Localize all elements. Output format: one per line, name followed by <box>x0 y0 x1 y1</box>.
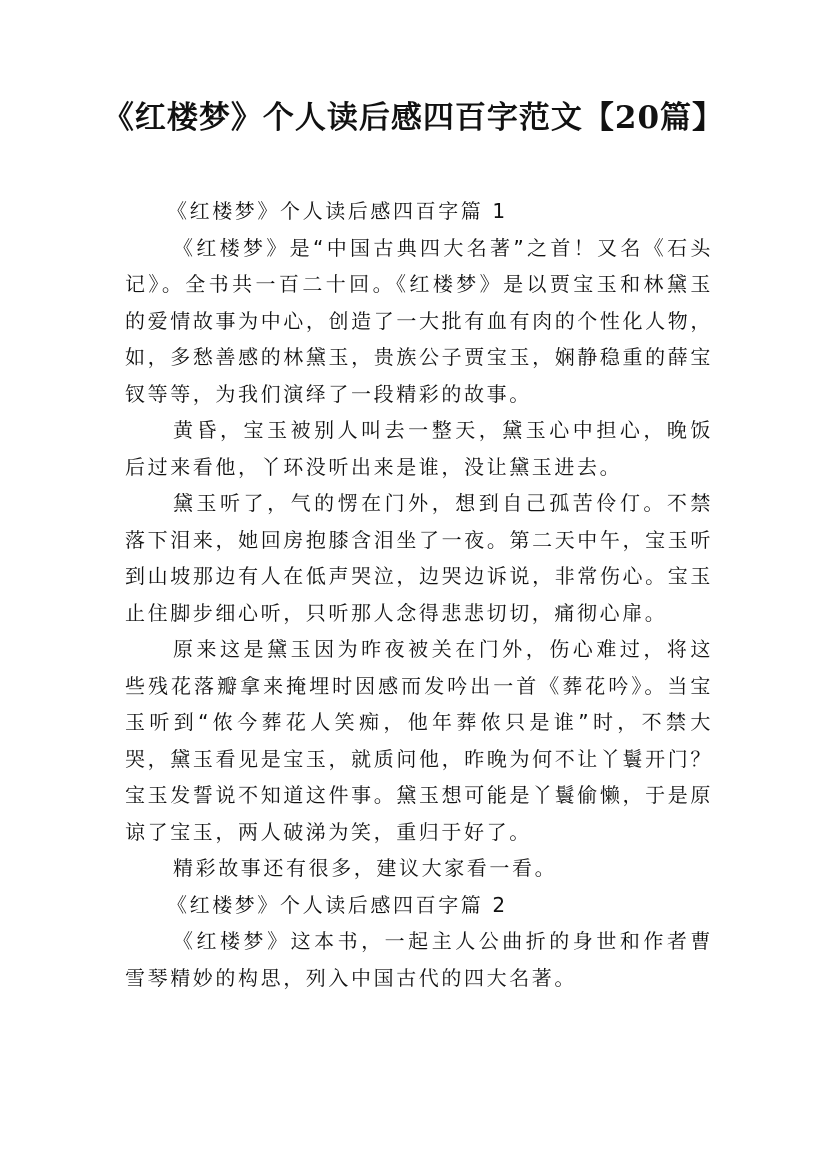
document-body <box>125 193 713 996</box>
paragraph-recommendation: 精彩故事还有很多，建议大家看一看。 <box>173 856 558 880</box>
paragraph-intro: 《红楼梦》是“中国古典四大名著”之首！又名《石头记》。全书共一百二十回。《红楼梦》是以贾宝玉和林黛玉的爱情故事为中心，创造了一大批有血有肉的个性化人物，如，多愁善感的林黛玉，贵族公子贾宝玉，娴静稳重的薛宝钗等等，为我们演绎了一段精彩的故事。 <box>125 235 713 406</box>
document-title: 《红楼梦》个人读后感四百字范文【20篇】 <box>102 100 725 136</box>
section-heading-2: 《红楼梦》个人读后感四百字篇 2 <box>167 892 508 917</box>
paragraph-book-intro: 《红楼梦》这本书，一起主人公曲折的身世和作者曹雪琴精妙的构思，列入中国古代的四大名著。 <box>125 929 713 990</box>
section-heading-1: 《红楼梦》个人读后感四百字篇 1 <box>167 199 508 223</box>
paragraph-daiyu-weeps: 黛玉听了，气的愣在门外，想到自己孤苦伶仃。不禁落下泪来，她回房抱膝含泪坐了一夜。第二天中午，宝玉听到山坡那边有人在低声哭泣，边哭边诉说，非常伤心。宝玉止住脚步细心听，只听那人念得悲悲切切，痛彻心扉。 <box>125 491 713 625</box>
paragraph-burial-poem: 原来这是黛玉因为昨夜被关在门外，伤心难过，将这些残花落瓣拿来掩埋时因感而发吟出一首《葬花吟》。当宝玉听到“侬今葬花人笑痴，他年葬侬只是谁”时，不禁大哭，黛玉看见是宝玉，就质问他，昨晚为何不让丫鬟开门？宝玉发誓说不知道这件事。黛玉想可能是丫鬟偷懒，于是原谅了宝玉，两人破涕为笑，重归于好了。 <box>125 637 713 844</box>
paragraph-dusk: 黄昏，宝玉被别人叫去一整天，黛玉心中担心，晚饭后过来看他，丫环没听出来是谁，没让黛玉进去。 <box>125 418 713 479</box>
